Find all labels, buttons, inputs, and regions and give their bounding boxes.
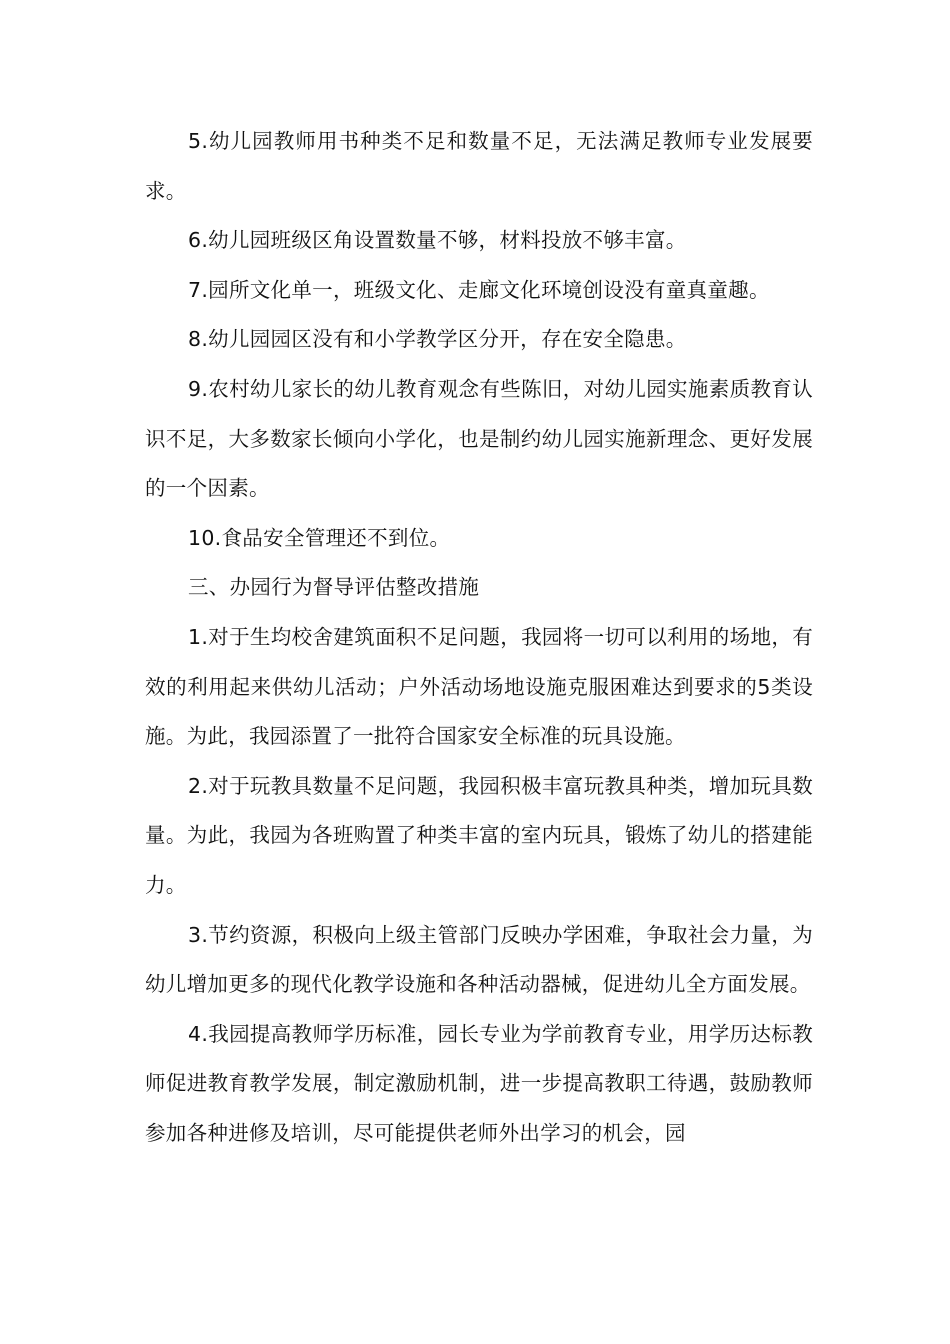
section-heading-measures: 三、办园行为督导评估整改措施 bbox=[188, 575, 480, 600]
paragraph-item-10: 10.食品安全管理还不到位。 bbox=[188, 525, 451, 550]
measure-item-4: 4.我园提高教师学历标准，园长专业为学前教育专业，用学历达标教师促进教育教学发展，制定激励机制，进一步提高教职工待遇，鼓励教师参加各种进修及培训，尽可能提供老师外出学习的机会，园 bbox=[145, 1021, 813, 1145]
document-body bbox=[145, 117, 813, 1158]
paragraph-item-6: 6.幼儿园班级区角设置数量不够，材料投放不够丰富。 bbox=[188, 228, 687, 253]
measure-item-2: 2.对于玩教具数量不足问题，我园积极丰富玩教具种类，增加玩具数量。为此，我园为各班购置了种类丰富的室内玩具，锻炼了幼儿的搭建能力。 bbox=[145, 773, 813, 897]
paragraph-item-8: 8.幼儿园园区没有和小学教学区分开，存在安全隐患。 bbox=[188, 327, 687, 352]
paragraph-item-5: 5.幼儿园教师用书种类不足和数量不足，无法满足教师专业发展要求。 bbox=[145, 129, 813, 203]
paragraph-item-9: 9.农村幼儿家长的幼儿教育观念有些陈旧，对幼儿园实施素质教育认识不足，大多数家长倾向小学化，也是制约幼儿园实施新理念、更好发展的一个因素。 bbox=[145, 376, 813, 501]
measure-item-3: 3.节约资源，积极向上级主管部门反映办学困难，争取社会力量，为幼儿增加更多的现代化教学设施和各种活动器械，促进幼儿全方面发展。 bbox=[145, 922, 813, 997]
paragraph-item-7: 7.园所文化单一，班级文化、走廊文化环境创设没有童真童趣。 bbox=[188, 277, 770, 302]
measure-item-1: 1.对于生均校舍建筑面积不足问题，我园将一切可以利用的场地，有效的利用起来供幼儿活动；户外活动场地设施克服困难达到要求的5类设施。为此，我园添置了一批符合国家安全标准的玩具设施。 bbox=[145, 624, 813, 749]
